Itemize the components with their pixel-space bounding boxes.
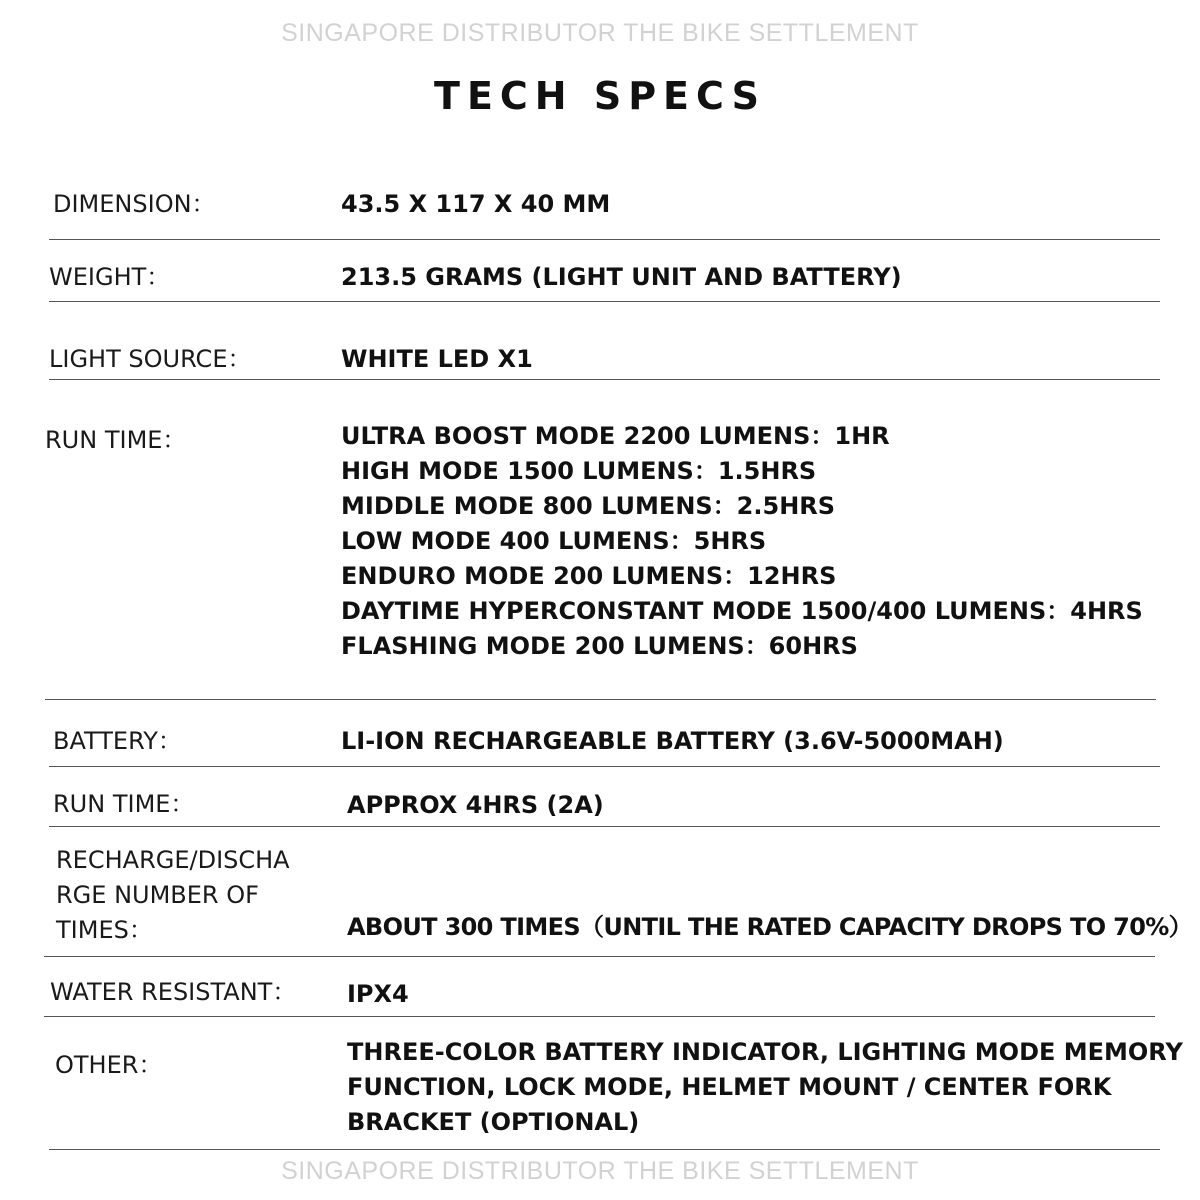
spec-value-water-resistant: IPX4 xyxy=(347,980,409,1008)
spec-value-light-source: WHITE LED X1 xyxy=(341,345,533,373)
spec-value-run-time-modes xyxy=(341,419,1143,664)
row-divider xyxy=(44,1016,1155,1017)
label-line: RGE NUMBER OF xyxy=(56,881,259,909)
run-time-mode-line: DAYTIME HYPERCONSTANT MODE 1500/400 LUMENS：4HRS xyxy=(341,597,1143,625)
spec-value-other xyxy=(347,1035,1183,1140)
row-divider xyxy=(49,239,1160,240)
run-time-mode-line: FLASHING MODE 200 LUMENS：60HRS xyxy=(341,632,858,660)
spec-label-battery-run-time: RUN TIME： xyxy=(53,790,195,818)
spec-label-battery: BATTERY： xyxy=(53,727,182,755)
spec-value-recharge-cycles: ABOUT 300 TIMES（UNTIL THE RATED CAPACITY DROPS TO 70%） xyxy=(347,913,1192,941)
row-divider xyxy=(45,699,1156,700)
run-time-mode-line: LOW MODE 400 LUMENS：5HRS xyxy=(341,527,767,555)
other-feature-line: BRACKET (OPTIONAL) xyxy=(347,1108,640,1136)
page-title: TECH SPECS xyxy=(434,74,766,118)
watermark-bottom: SINGAPORE DISTRIBUTOR THE BIKE SETTLEMENT xyxy=(281,1157,919,1185)
spec-value-weight: 213.5 GRAMS (LIGHT UNIT AND BATTERY) xyxy=(341,263,902,291)
row-divider xyxy=(49,1149,1160,1150)
row-divider xyxy=(49,301,1160,302)
spec-value-dimension: 43.5 X 117 X 40 MM xyxy=(341,190,611,218)
run-time-mode-line: HIGH MODE 1500 LUMENS：1.5HRS xyxy=(341,457,817,485)
spec-label-recharge-cycles xyxy=(56,843,290,948)
spec-label-weight: WEIGHT： xyxy=(49,263,171,291)
run-time-mode-line: MIDDLE MODE 800 LUMENS：2.5HRS xyxy=(341,492,836,520)
spec-value-battery: LI-ION RECHARGEABLE BATTERY (3.6V-5000MAH) xyxy=(341,727,1004,755)
spec-value-battery-run-time: APPROX 4HRS (2A) xyxy=(347,791,604,819)
spec-label-run-time: RUN TIME： xyxy=(45,426,187,454)
run-time-mode-line: ULTRA BOOST MODE 2200 LUMENS：1HR xyxy=(341,422,890,450)
row-divider xyxy=(49,826,1160,827)
spec-label-other: OTHER： xyxy=(55,1051,163,1079)
spec-label-water-resistant: WATER RESISTANT： xyxy=(50,978,297,1006)
run-time-mode-line: ENDURO MODE 200 LUMENS：12HRS xyxy=(341,562,837,590)
watermark-top: SINGAPORE DISTRIBUTOR THE BIKE SETTLEMENT xyxy=(281,19,919,47)
label-line: RECHARGE/DISCHA xyxy=(56,846,290,874)
row-divider xyxy=(44,956,1155,957)
other-feature-line: THREE-COLOR BATTERY INDICATOR, LIGHTING MODE MEMORY xyxy=(347,1038,1183,1066)
spec-label-light-source: LIGHT SOURCE： xyxy=(49,345,252,373)
spec-label-dimension: DIMENSION： xyxy=(53,190,216,218)
label-line: TIMES： xyxy=(56,916,153,944)
row-divider xyxy=(49,379,1160,380)
row-divider xyxy=(49,766,1160,767)
other-feature-line: FUNCTION, LOCK MODE, HELMET MOUNT / CENTER FORK xyxy=(347,1073,1112,1101)
